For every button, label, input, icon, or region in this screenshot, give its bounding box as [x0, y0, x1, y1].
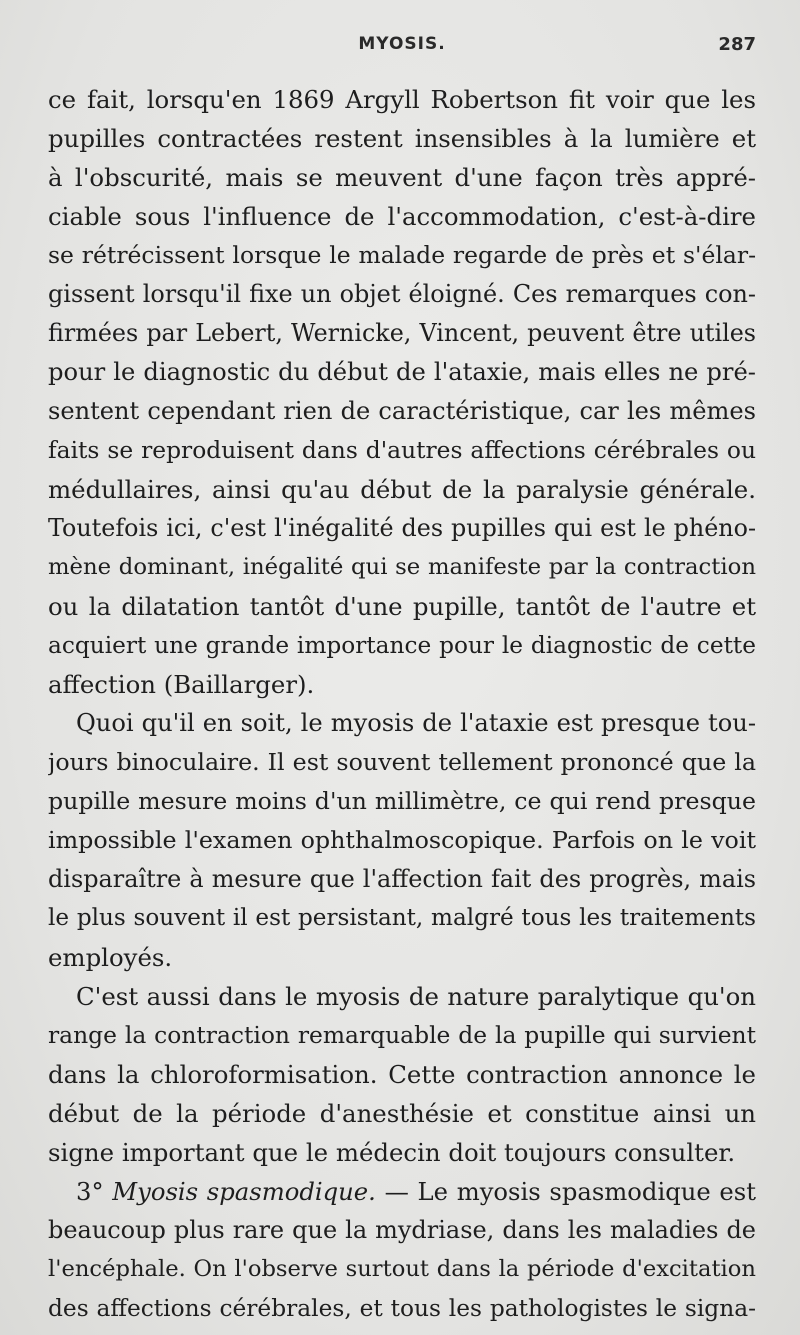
text-line: le plus souvent il est persistant, malgré tous les traitements: [48, 905, 756, 931]
text-line: l'encéphale. On l'observe surtout dans la période d'excitation: [48, 1256, 756, 1282]
text-line: signe important que le médecin doit toujours consulter.: [48, 1138, 736, 1167]
text-line: impossible l'examen ophthalmoscopique. Parfois on le voit: [48, 826, 756, 854]
text-line: range la contraction remarquable de la pupille qui survient: [48, 1021, 756, 1049]
text-line: faits se reproduisent dans d'autres affections cérébrales ou: [48, 436, 756, 464]
text-line: C'est aussi dans le myosis de nature paralytique qu'on: [76, 982, 756, 1011]
text-line: à l'obscurité, mais se meuvent d'une façon très appré-: [48, 163, 756, 192]
text-line: Toutefois ici, c'est l'inégalité des pupilles qui est le phéno-: [48, 514, 756, 542]
text-line: médullaires, ainsi qu'au début de la paralysie générale.: [48, 475, 756, 504]
text-line: employés.: [48, 943, 173, 972]
paragraph: [48, 80, 756, 704]
paragraph: [48, 1172, 756, 1328]
text-line: acquiert une grande importance pour le diagnostic de cette: [48, 632, 756, 659]
section-heading-line: [48, 1172, 756, 1211]
section-title: Myosis spasmodique.: [112, 1177, 376, 1206]
text-line: dans la chloroformisation. Cette contraction annonce le: [48, 1060, 756, 1089]
text-line: disparaître à mesure que l'affection fait des progrès, mais: [48, 865, 756, 893]
paragraph: [48, 977, 756, 1172]
text-line: mène dominant, inégalité qui se manifeste par la contraction: [48, 554, 756, 580]
text-line: gissent lorsqu'il fixe un objet éloigné. Ces remarques con-: [48, 280, 756, 308]
text-line: pour le diagnostic du début de l'ataxie, mais elles ne pré-: [48, 358, 756, 386]
text-line: Quoi qu'il en soit, le myosis de l'ataxie est presque tou-: [76, 709, 756, 737]
page-header: [48, 34, 756, 64]
text-line: ou la dilatation tantôt d'une pupille, tantôt de l'autre et: [48, 592, 756, 621]
text-line: des affections cérébrales, et tous les pathologistes le signa-: [48, 1295, 756, 1322]
text-line: ciable sous l'influence de l'accommodation, c'est-à-dire: [48, 202, 756, 231]
text-line: se rétrécissent lorsque le malade regarde de près et s'élar-: [48, 241, 756, 269]
running-title: MYOSIS.: [358, 34, 446, 54]
text-line: affection (Baillarger).: [48, 670, 315, 699]
text-line: début de la période d'anesthésie et constitue ainsi un: [48, 1099, 756, 1128]
body-text: [48, 80, 756, 1328]
section-number: 3°: [76, 1177, 113, 1206]
text-line: pupille mesure moins d'un millimètre, ce qui rend presque: [48, 787, 756, 815]
section-line-rest: — Le myosis spasmodique est: [375, 1177, 756, 1206]
text-line: jours binoculaire. Il est souvent tellement prononcé que la: [48, 748, 756, 776]
paragraph: [48, 704, 756, 977]
text-line: pupilles contractées restent insensibles à la lumière et: [48, 124, 756, 153]
text-line: beaucoup plus rare que la mydriase, dans les maladies de: [48, 1216, 756, 1244]
text-line: firmées par Lebert, Wernicke, Vincent, peuvent être utiles: [48, 319, 756, 347]
page-number: 287: [718, 34, 756, 55]
text-line: ce fait, lorsqu'en 1869 Argyll Robertson fit voir que les: [48, 85, 756, 114]
text-line: sentent cependant rien de caractéristique, car les mêmes: [48, 397, 756, 425]
